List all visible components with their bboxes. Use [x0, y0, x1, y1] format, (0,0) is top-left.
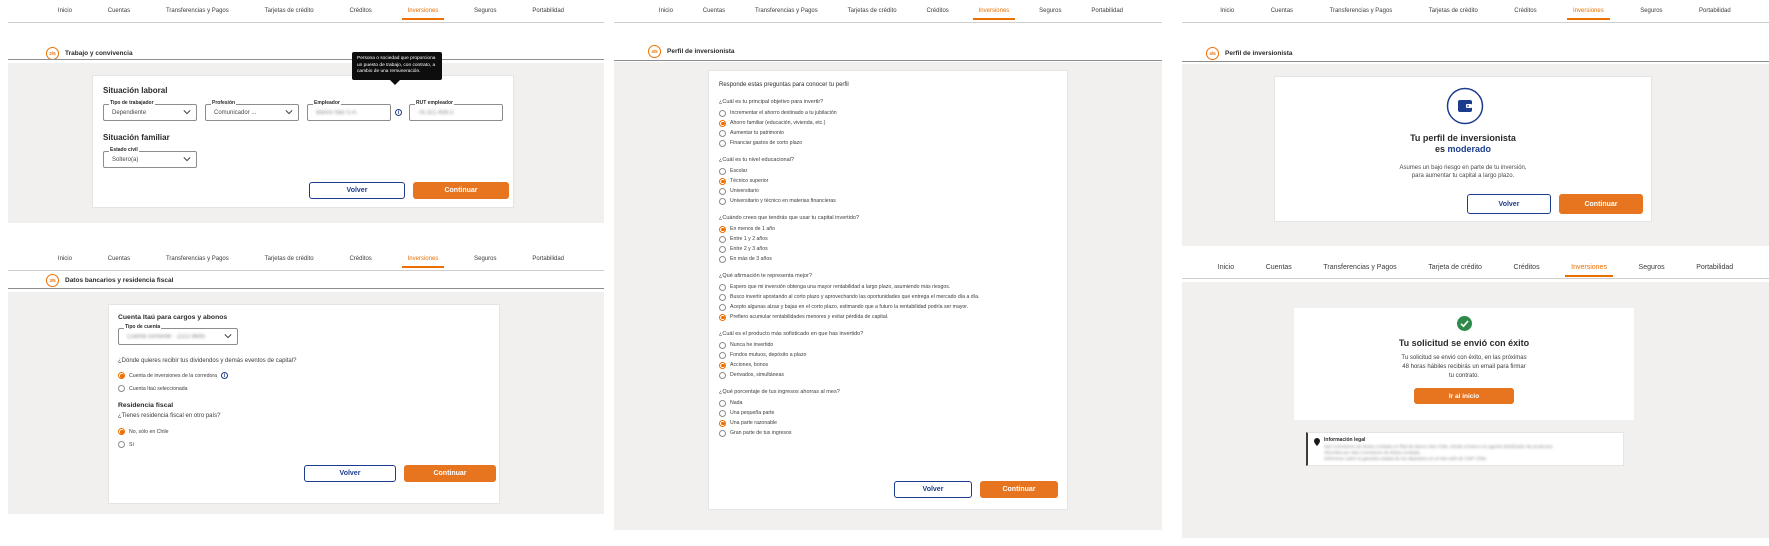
- radio-option[interactable]: [719, 186, 1059, 196]
- radio-option[interactable]: [719, 282, 1059, 292]
- success-line1: Tu solicitud se envió con éxito, en las próximas: [1401, 355, 1527, 361]
- radio-option[interactable]: [118, 382, 228, 395]
- radio-button[interactable]: [719, 400, 726, 407]
- radio-button[interactable]: [719, 294, 726, 301]
- radio-option[interactable]: [719, 398, 1059, 408]
- nav-seguros[interactable]: Seguros: [1638, 263, 1665, 271]
- nav-transferencias[interactable]: Transferencias y Pagos: [165, 8, 229, 14]
- employer-field[interactable]: [307, 100, 391, 121]
- radio-option[interactable]: [719, 244, 1059, 254]
- question-text: ¿Qué afirmación te representa mejor?: [719, 273, 812, 279]
- nav-portabilidad[interactable]: Portabilidad: [1696, 263, 1734, 271]
- radio-button[interactable]: [719, 198, 726, 205]
- nav-bar: [1202, 0, 1749, 22]
- employer-tooltip: Persona o sociedad que proporciona un puesto de trabajo, con contrato, a cambio de una remuneración.: [352, 52, 442, 80]
- legal-title: Información legal: [1324, 437, 1366, 443]
- radio-button[interactable]: [719, 352, 726, 359]
- panel-work: [0, 0, 612, 228]
- step-indicator: 3/5: [46, 274, 59, 287]
- nav-tarjetas[interactable]: Tarjetas de crédito: [264, 256, 314, 262]
- nav-divider: [1182, 22, 1769, 23]
- radio-button[interactable]: [719, 410, 726, 417]
- profile-type: moderado: [1447, 144, 1492, 154]
- legal-info-box: [1306, 432, 1624, 466]
- worker-type-value: Dependiente: [112, 110, 147, 116]
- go-home-button[interactable]: Ir al inicio: [1414, 388, 1514, 404]
- result-desc-line2: para aumentar tu capital a largo plazo.: [1411, 173, 1515, 179]
- radio-label: Financiar gastos de corto plazo: [730, 140, 803, 146]
- back-button[interactable]: Volver: [1467, 194, 1551, 214]
- step-header: [1206, 47, 1293, 60]
- chevron-down-icon: [285, 108, 293, 116]
- profession-label: Profesión: [212, 100, 236, 106]
- nav-inversiones[interactable]: Inversiones: [1571, 263, 1607, 271]
- chevron-down-icon: [183, 108, 191, 116]
- legal-line2: ofrecidos por Itaú Corredores de Bolsa Limitada.: [1324, 450, 1421, 455]
- radio-label: Una pequeña parte: [730, 410, 775, 416]
- panel-profile-result: [1182, 0, 1769, 246]
- result-desc-line1: Asumes un bajo riesgo en parte de tu inversión,: [1399, 165, 1527, 171]
- section-labor-heading: Situación laboral: [103, 86, 168, 95]
- radio-label: Cuenta Itaú seleccionada: [129, 385, 188, 392]
- radio-button[interactable]: [719, 314, 726, 321]
- radio-option[interactable]: [118, 369, 228, 382]
- nav-portabilidad[interactable]: Portabilidad: [532, 256, 564, 262]
- radio-button[interactable]: [118, 441, 125, 448]
- fiscal-question: ¿Tienes residencia fiscal en otro país?: [118, 413, 221, 419]
- radio-label: Universitario y técnico en materias financieras: [730, 198, 836, 204]
- nav-portabilidad[interactable]: Portabilidad: [532, 8, 564, 14]
- nav-cuentas[interactable]: Cuentas: [107, 8, 131, 14]
- nav-cuentas[interactable]: Cuentas: [107, 256, 131, 262]
- chevron-down-icon: [224, 332, 232, 340]
- radio-label: Acciones, bonos: [730, 362, 769, 368]
- radio-label: En más de 3 años: [730, 256, 772, 262]
- nav-seguros[interactable]: Seguros: [474, 256, 497, 262]
- radio-option[interactable]: [719, 428, 1059, 438]
- radio-button[interactable]: [118, 372, 125, 379]
- radio-label: Derivados, simultáneas: [730, 372, 784, 378]
- continue-button[interactable]: Continuar: [1559, 194, 1643, 214]
- employer-value: Banco Itaú S.A.: [316, 110, 358, 116]
- account-heading: Cuenta Itaú para cargos y abonos: [118, 314, 228, 321]
- radio-label: Fondos mutuos, depósito a plazo: [730, 352, 807, 358]
- radio-label: Aumentar tu patrimonio: [730, 130, 784, 136]
- step-header: [648, 45, 735, 58]
- nav-inicio[interactable]: Inicio: [1220, 8, 1235, 14]
- nav-tarjetas[interactable]: Tarjetas de crédito: [847, 8, 897, 14]
- radio-button[interactable]: [719, 342, 726, 349]
- radio-button[interactable]: [719, 256, 726, 263]
- account-type-select[interactable]: [118, 324, 238, 345]
- nav-bar: [1202, 256, 1749, 278]
- radio-label: Acepto algunas alzas y bajas en el corto plazo, estimando que a futuro la rentabilidad podría ser mayor.: [730, 304, 969, 310]
- wallet-icon: [1446, 87, 1484, 125]
- radio-button[interactable]: [719, 130, 726, 137]
- nav-portabilidad[interactable]: Portabilidad: [1091, 8, 1123, 14]
- step-title: Datos bancarios y residencia fiscal: [65, 277, 174, 284]
- step-divider: [1182, 61, 1769, 62]
- nav-inversiones[interactable]: Inversiones: [407, 256, 439, 262]
- radio-option[interactable]: [719, 128, 1059, 138]
- radio-label: No, sólo en Chile: [129, 428, 169, 435]
- nav-divider: [614, 22, 1162, 23]
- nav-bar: [40, 0, 582, 22]
- location-pin-icon: [1314, 438, 1320, 446]
- panel-success: [1182, 256, 1769, 538]
- civil-status-value: Soltero(a): [112, 157, 139, 163]
- radio-option[interactable]: [719, 292, 1059, 302]
- section-family-heading: Situación familiar: [103, 133, 170, 142]
- radio-button[interactable]: [719, 178, 726, 185]
- radio-option[interactable]: [719, 138, 1059, 148]
- nav-inicio[interactable]: Inicio: [57, 8, 72, 14]
- step-divider: [8, 288, 604, 289]
- radio-label: Nada: [730, 400, 743, 406]
- check-circle-icon: [1457, 316, 1472, 331]
- nav-inicio[interactable]: Inicio: [1217, 263, 1235, 271]
- nav-portabilidad[interactable]: Portabilidad: [1699, 8, 1731, 14]
- radio-option[interactable]: [118, 425, 169, 438]
- radio-option[interactable]: [719, 408, 1059, 418]
- radio-option[interactable]: [719, 176, 1059, 186]
- success-line3: tu contrato.: [1448, 373, 1480, 379]
- civil-status-select[interactable]: [103, 147, 197, 168]
- radio-label: Nunca he invertido: [730, 342, 774, 348]
- nav-tarjeta[interactable]: Tarjeta de crédito: [1428, 263, 1482, 271]
- employer-rut-value: 76.321.456-3: [418, 110, 454, 116]
- radio-button[interactable]: [719, 372, 726, 379]
- nav-transferencias[interactable]: Transferencias y Pagos: [754, 8, 818, 14]
- nav-cuentas[interactable]: Cuentas: [702, 8, 726, 14]
- fiscal-radio-group: [118, 425, 169, 451]
- continue-button[interactable]: Continuar: [413, 182, 509, 199]
- question-text: ¿Cuál es tu nivel educacional?: [719, 157, 794, 163]
- nav-inicio[interactable]: Inicio: [658, 8, 673, 14]
- form-card: [108, 304, 500, 504]
- step-header: [46, 274, 173, 287]
- result-heading-es: es: [1434, 144, 1445, 154]
- profession-select[interactable]: [205, 100, 299, 121]
- question-text: ¿Cuál es tu principal objetivo para invertir?: [719, 99, 824, 105]
- nav-cuentas[interactable]: Cuentas: [1265, 263, 1292, 271]
- radio-button[interactable]: [719, 110, 726, 117]
- nav-seguros[interactable]: Seguros: [1640, 8, 1663, 14]
- nav-creditos[interactable]: Créditos: [1514, 8, 1537, 14]
- radio-button[interactable]: [719, 430, 726, 437]
- radio-option[interactable]: [719, 350, 1059, 360]
- radio-option[interactable]: [719, 224, 1059, 234]
- radio-label: Gran parte de tus ingresos: [730, 430, 792, 436]
- radio-option[interactable]: [719, 302, 1059, 312]
- radio-option[interactable]: [719, 196, 1059, 206]
- radio-button[interactable]: [719, 420, 726, 427]
- step-title: Trabajo y convivencia: [65, 50, 133, 57]
- continue-button[interactable]: Continuar: [980, 481, 1058, 498]
- radio-option[interactable]: [719, 234, 1059, 244]
- nav-divider: [8, 270, 604, 271]
- nav-divider: [1182, 278, 1769, 279]
- panel-profile-questions: [614, 0, 1162, 538]
- step-title: Perfil de inversionista: [667, 48, 735, 55]
- radio-button[interactable]: [118, 428, 125, 435]
- nav-bar: [40, 248, 582, 270]
- radio-label: Técnico superior: [730, 178, 769, 184]
- account-type-label: Tipo de cuenta: [125, 324, 161, 330]
- employer-label: Empleador: [314, 100, 340, 106]
- question-text: ¿Cuál es el producto más sofisticado en que has invertido?: [719, 331, 864, 337]
- nav-tarjetas[interactable]: Tarjetas de crédito: [264, 8, 314, 14]
- nav-tarjetas[interactable]: Tarjetas de crédito: [1428, 8, 1478, 14]
- nav-transferencias[interactable]: Transferencias y Pagos: [165, 256, 229, 262]
- radio-option[interactable]: [719, 108, 1059, 118]
- nav-inversiones[interactable]: Inversiones: [1573, 8, 1604, 14]
- nav-creditos[interactable]: Créditos: [926, 8, 949, 14]
- nav-creditos[interactable]: Créditos: [349, 8, 372, 14]
- employer-rut-field[interactable]: [409, 100, 503, 121]
- fiscal-heading: Residencia fiscal: [118, 402, 174, 409]
- radio-label: Ahorro familiar (educación, vivienda, etc.): [730, 120, 826, 126]
- result-heading-line2: [1275, 144, 1651, 154]
- radio-option[interactable]: [719, 254, 1059, 264]
- info-icon[interactable]: i: [221, 372, 228, 379]
- profile-intro: Responde estas preguntas para conocer tu perfil: [719, 82, 849, 88]
- chevron-down-icon: [183, 155, 191, 163]
- step-divider: [8, 59, 604, 60]
- nav-inicio[interactable]: Inicio: [57, 256, 72, 262]
- nav-bar: [644, 0, 1138, 22]
- radio-label: Busco invertir apostando al corto plazo y aprovechando las oportunidades que entrega el mercado día a día.: [730, 294, 980, 300]
- info-icon[interactable]: i: [395, 109, 402, 116]
- employer-rut-label: RUT empleador: [416, 100, 453, 106]
- question-text: ¿Qué porcentaje de tus ingresos ahorras al mes?: [719, 389, 840, 395]
- radio-button[interactable]: [118, 385, 125, 392]
- radio-option[interactable]: [719, 312, 1059, 322]
- radio-button[interactable]: [719, 140, 726, 147]
- civil-status-label: Estado civil: [110, 147, 138, 153]
- radio-button[interactable]: [719, 188, 726, 195]
- back-button[interactable]: Volver: [309, 182, 405, 199]
- radio-label: Incrementar el ahorro destinado a tu jubilación: [730, 110, 837, 116]
- radio-label: Espero que mi inversión obtenga una mayor rentabilidad a largo plazo, asumiendo más riesgos.: [730, 284, 951, 290]
- back-button[interactable]: Volver: [304, 465, 396, 482]
- result-card: [1274, 76, 1652, 222]
- profession-value: Comunicador ...: [214, 110, 257, 116]
- radio-option[interactable]: [719, 340, 1059, 350]
- radio-option[interactable]: [719, 418, 1059, 428]
- radio-button[interactable]: [719, 120, 726, 127]
- question-text: ¿Cuándo crees que tendrás que usar tu capital invertido?: [719, 215, 860, 221]
- success-title: Tu solicitud se envió con éxito: [1398, 338, 1530, 348]
- radio-label: Cuenta de inversiones de la corredora: [129, 372, 217, 379]
- nav-creditos[interactable]: Créditos: [1513, 263, 1540, 271]
- legal-line3: Infórmese sobre la garantía estatal de los depósitos en el sitio web de CMF Chile.: [1324, 456, 1488, 461]
- success-card: [1294, 308, 1634, 420]
- worker-type-label: Tipo de trabajador: [110, 100, 154, 106]
- radio-button[interactable]: [719, 362, 726, 369]
- radio-button[interactable]: [719, 226, 726, 233]
- radio-label: Universitario: [730, 188, 759, 194]
- nav-seguros[interactable]: Seguros: [474, 8, 497, 14]
- worker-type-select[interactable]: [103, 100, 197, 121]
- radio-button[interactable]: [719, 168, 726, 175]
- legal-line1: Itaú Corredores de Bolsa Limitada es filial de Banco Itaú Chile, donde el banco es agente distribuidor de productos: [1324, 444, 1553, 449]
- nav-inversiones[interactable]: Inversiones: [407, 8, 439, 14]
- form-card: [92, 75, 514, 208]
- continue-button[interactable]: Continuar: [404, 465, 496, 482]
- nav-inversiones[interactable]: Inversiones: [978, 8, 1010, 14]
- step-indicator: 4/5: [1206, 47, 1219, 60]
- radio-label: En menos de 1 año: [730, 226, 775, 232]
- nav-creditos[interactable]: Créditos: [349, 256, 372, 262]
- success-line2: 48 horas hábiles recibirás un email para firmar: [1402, 364, 1526, 370]
- radio-label: Una parte razonable: [730, 420, 778, 426]
- radio-option[interactable]: [719, 166, 1059, 176]
- radio-option[interactable]: [719, 370, 1059, 380]
- form-card: [708, 70, 1068, 510]
- radio-button[interactable]: [719, 304, 726, 311]
- radio-button[interactable]: [719, 236, 726, 243]
- dividends-radio-group: [118, 369, 228, 395]
- account-type-value: Cuenta corriente · 2222 8695: [127, 334, 206, 340]
- radio-label: Escolar: [730, 168, 748, 174]
- radio-button[interactable]: [719, 246, 726, 253]
- nav-divider: [8, 22, 604, 23]
- radio-option[interactable]: [719, 118, 1059, 128]
- nav-seguros[interactable]: Seguros: [1039, 8, 1062, 14]
- radio-label: Prefiero acumular rentabilidades menores y evitar pérdida de capital.: [730, 314, 889, 320]
- radio-option[interactable]: [118, 438, 169, 451]
- questions-list: [719, 99, 1059, 438]
- radio-option[interactable]: [719, 360, 1059, 370]
- dividends-question: ¿Dónde quieres recibir tus dividendos y demás eventos de capital?: [118, 358, 297, 364]
- result-heading: Tu perfil de inversionista: [1410, 133, 1516, 143]
- nav-transferencias[interactable]: Transferencias y Pagos: [1323, 263, 1397, 271]
- radio-label: Sí: [129, 441, 134, 448]
- panel-bank: [0, 248, 612, 538]
- nav-transferencias[interactable]: Transferencias y Pagos: [1329, 8, 1393, 14]
- radio-button[interactable]: [719, 284, 726, 291]
- radio-label: Entre 2 y 3 años: [730, 246, 768, 252]
- nav-cuentas[interactable]: Cuentas: [1270, 8, 1294, 14]
- step-indicator: 4/5: [648, 45, 661, 58]
- radio-label: Entre 1 y 2 años: [730, 236, 768, 242]
- step-indicator: 2/5: [46, 47, 59, 60]
- back-button[interactable]: Volver: [894, 481, 972, 498]
- step-divider: [614, 60, 1162, 61]
- step-title: Perfil de inversionista: [1225, 50, 1293, 57]
